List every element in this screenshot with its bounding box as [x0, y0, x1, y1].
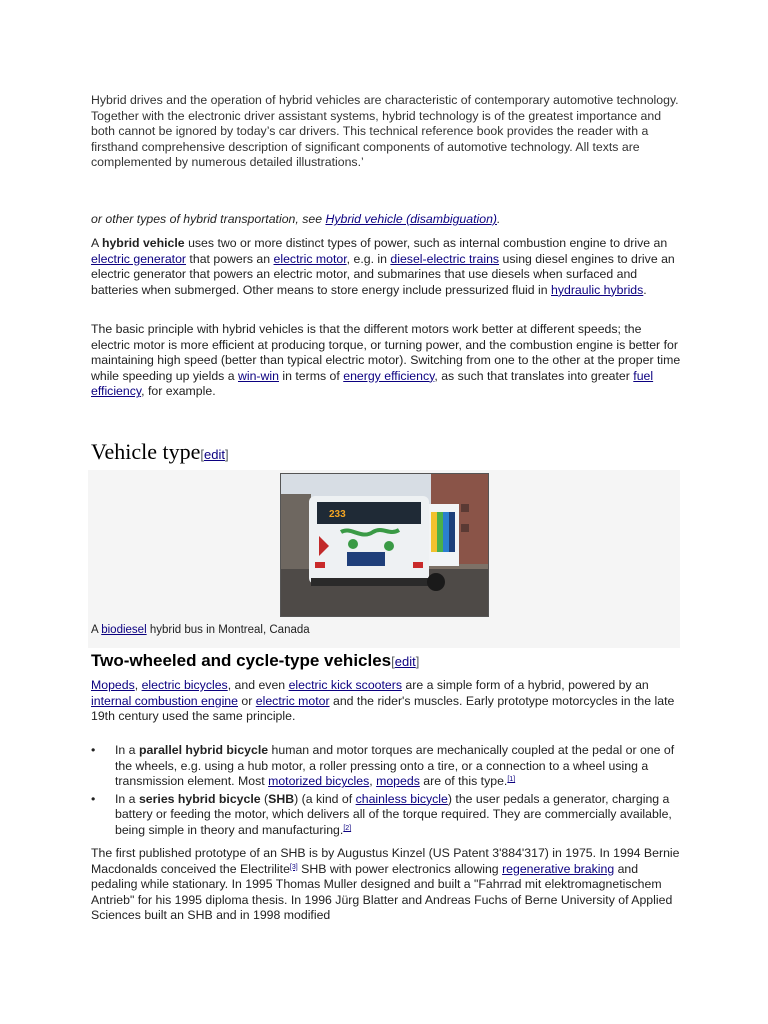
basic-principle-paragraph — [91, 322, 681, 400]
bold-term: hybrid vehicle — [101, 236, 185, 250]
vehicle-type-heading — [91, 438, 680, 471]
bracket: ] — [415, 654, 420, 669]
text: , and even — [227, 678, 289, 692]
list-item — [91, 743, 683, 790]
text: , for example. — [141, 384, 216, 399]
route-sign: 233 — [329, 509, 346, 520]
regenerative-braking-link[interactable]: regenerative braking — [502, 861, 615, 876]
hybrid-bicycle-list — [91, 743, 683, 839]
hatnote — [91, 212, 681, 228]
hybrid-bus-photo[interactable] — [280, 473, 489, 617]
text: ( — [260, 791, 269, 806]
bracket: ] — [224, 447, 229, 462]
intro-paragraph: Hybrid drives and the operation of hybrid vehicles are characteristic of contemporary automotive technology. Together with the electronic driver assistant systems, hybrid technology is of the greatest importance and both cannot be ignored by today’s car drivers. This technical reference book provides the reader with a firsthand comprehensive description of significant components of automotive technology. All texts are complemented by numerous detailed illustrations.’ — [91, 93, 679, 170]
two-wheeled-paragraph — [91, 678, 681, 725]
chainless-bicycle-link[interactable]: chainless bicycle — [355, 791, 448, 806]
hybrid-vehicle-paragraph — [91, 236, 681, 298]
mopeds-link[interactable]: mopeds — [376, 774, 420, 789]
two-wheeled-heading — [91, 650, 419, 673]
mopeds-link[interactable]: Mopeds — [91, 678, 135, 692]
disambiguation-link[interactable]: Hybrid vehicle (disambiguation) — [325, 212, 498, 226]
edit-section-wrapper — [391, 654, 419, 669]
heading-text: Two-wheeled and cycle-type vehicles — [91, 651, 392, 670]
biodiesel-link[interactable]: biodiesel — [101, 624, 147, 636]
text: ) the user pedals a generator, charging a battery or feeding the motor, which delivers all of the torque required. They are commercially available, being simple in theory and manufacturing. — [115, 791, 672, 837]
bold-term: parallel hybrid bicycle — [138, 743, 269, 757]
electric-generator-link[interactable]: electric generator — [91, 251, 187, 266]
text: A — [91, 236, 102, 250]
electric-motor-link[interactable]: electric motor — [273, 251, 347, 266]
diesel-electric-trains-link[interactable]: diesel-electric trains — [390, 251, 500, 266]
text: SHB with power electronics allowing — [297, 861, 503, 876]
hatnote-text: or other types of hybrid transportation, see — [91, 212, 326, 226]
text: or — [237, 693, 256, 708]
text: , — [369, 774, 377, 789]
edit-link[interactable]: edit — [203, 447, 225, 462]
text: , as such that translates into greater — [434, 368, 634, 383]
text: . — [643, 282, 647, 297]
text: using diesel engines to drive an electric generator that powers an electric motor, and submarines that use diesels when surfaced and batteries when submerged. Other means to store energy include pressurized fluid in — [91, 251, 675, 297]
text: , — [134, 678, 142, 692]
text: , e.g. in — [346, 251, 391, 266]
fuel-efficiency-link[interactable]: fuel efficiency — [91, 368, 654, 399]
hydraulic-hybrids-link[interactable]: hydraulic hybrids — [551, 282, 644, 297]
edit-section-wrapper — [200, 447, 228, 462]
edit-link[interactable]: edit — [394, 654, 416, 669]
win-win-link[interactable]: win-win — [237, 368, 279, 383]
reference-link[interactable]: [1] — [507, 776, 516, 784]
text: The first published prototype of an SHB is by Augustus Kinzel (US Patent 3'884'317) in 1975. In 1994 Bernie Macdonalds conceived the Electrilite — [91, 846, 680, 876]
energy-efficiency-link[interactable]: energy efficiency — [343, 368, 435, 383]
text: The basic principle with hybrid vehicles is that the different motors work better at different speeds; the electric motor is more efficient at producing torque, or turning power, and the combustion engine is better for maintaining high speed (better than typical electric motor). Switching from one to the other at the proper time while speeding up yields a — [91, 322, 681, 383]
text: are a simple form of a hybrid, powered by an — [402, 678, 649, 692]
figure-caption — [91, 623, 310, 639]
bracket: [ — [200, 447, 204, 462]
motorized-bicycles-link[interactable]: motorized bicycles — [268, 774, 370, 789]
heading-text: Vehicle type — [91, 439, 201, 464]
reference-link[interactable]: [2] — [343, 824, 352, 832]
bold-term: series hybrid bicycle — [138, 791, 261, 806]
bus-illustration — [281, 474, 488, 616]
text: In a — [115, 791, 139, 806]
text: uses two or more distinct types of power, such as internal combustion engine to drive an — [184, 236, 668, 250]
text: and the rider's muscles. Early prototype motorcycles in the late 19th century used the same principle. — [91, 693, 675, 724]
text: ) (a kind of — [294, 791, 356, 806]
hatnote-end: . — [497, 212, 501, 226]
electric-bicycles-link[interactable]: electric bicycles — [141, 678, 228, 692]
text: that powers an — [186, 251, 274, 266]
text: A — [91, 624, 102, 636]
electric-kick-scooters-link[interactable]: electric kick scooters — [288, 678, 402, 692]
text: are of this type. — [419, 774, 508, 789]
text: In a — [115, 743, 139, 757]
text: human and motor torques are mechanically coupled at the pedal or one of the wheels, e.g. using a hub motor, a roller pressing onto a tire, or a connection to a wheel using a transmission element. Most — [115, 743, 675, 789]
reference-link[interactable]: [3] — [289, 863, 298, 871]
bold-term: SHB — [268, 791, 295, 806]
list-item — [91, 792, 683, 839]
electric-motor-link[interactable]: electric motor — [255, 693, 330, 708]
bracket: [ — [391, 654, 395, 669]
text: hybrid bus in Montreal, Canada — [146, 624, 310, 636]
text: in terms of — [278, 368, 344, 383]
internal-combustion-engine-link[interactable]: internal combustion engine — [91, 693, 238, 708]
text: and pedaling while stationary. In 1995 Thomas Muller designed and built a "Fahrrad mit elektromagnetischem Antrieb" for his 1995 diploma thesis. In 1996 Jürg Blatter and Andreas Fuchs of Berne University of Applied Sciences built an SHB and in 1998 modified — [91, 861, 673, 923]
shb-history-paragraph — [91, 846, 681, 924]
